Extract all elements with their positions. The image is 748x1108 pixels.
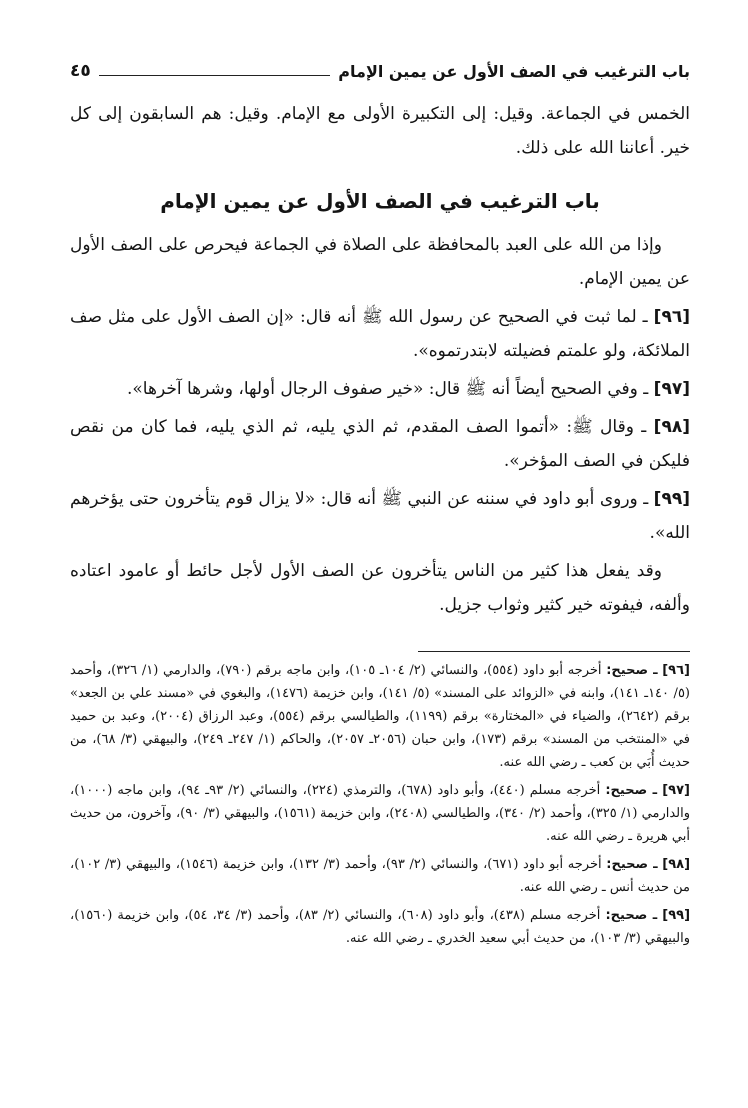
footnote-grade: ـ صحيح:	[606, 663, 658, 678]
footnote-text: أخرجه أبو داود (٦٧١)، والنسائي (٢/ ٩٣)، وأحمد (٣/ ١٣٢)، وابن خزيمة (١٥٤٦)، والبيهقي (٣/ ١٠٢)، من حديث أنس ـ رضي الله عنه.	[70, 857, 690, 895]
paragraph	[70, 228, 690, 296]
paragraph-text: ـ وفي الصحيح أيضاً أنه ﷺ قال: «خير صفوف الرجال أولها، وشرها آخرها».	[127, 379, 654, 399]
paragraph-text: ـ وروى أبو داود في سننه عن النبي ﷺ أنه قال: «لا يزال قوم يتأخرون حتى يؤخرهم الله».	[70, 489, 690, 543]
intro-text: الخمس في الجماعة. وقيل: إلى التكبيرة الأولى مع الإمام. وقيل: هم السابقون إلى كل خير. أعاننا الله على ذلك.	[70, 104, 690, 158]
page-number: ٤٥	[70, 61, 91, 81]
footnote-text: أخرجه أبو داود (٥٥٤)، والنسائي (٢/ ١٠٤ـ ١٠٥)، وابن ماجه برقم (٧٩٠)، والدارمي (١/ ٣٢٦)، وأحمد (٥/ ١٤٠ـ ١٤١)، وابنه في «الزوائد على المسند» (٥/ ١٤١)، وابن خزيمة (١٤٧٦)، والبغوي في «مسند علي بن الجعد» برقم (٢٦٤٢)، والضياء في «المختارة» برقم (١١٩٩)، والطيالسي برقم (٥٥٤)، وعبد الرزاق (٢٠٠٤)، وعبد بن حميد في «المنتخب من المسند» برقم (١٧٣)، وابن حبان (٢٠٥٦ـ ٢٠٥٧)، والحاكم (١/ ٢٤٧ـ ٢٤٩)، والبيهقي (٣/ ٦٨)، من حديث أُبَي بن كعب ـ رضي الله عنه.	[70, 663, 691, 770]
paragraph	[70, 554, 690, 622]
header-rule	[99, 75, 331, 76]
hadith-paragraph	[70, 300, 690, 368]
footnote	[70, 779, 690, 848]
hadith-number: [٩٩]	[653, 489, 690, 509]
hadith-paragraph	[70, 410, 690, 478]
footnote-grade: ـ صحيح:	[605, 908, 658, 923]
footnote-text: أخرجه مسلم (٤٣٨)، وأبو داود (٦٠٨)، والنسائي (٢/ ٨٣)، وأحمد (٣/ ٣٤، ٥٤)، وابن خزيمة (١٥٦٠)، والبيهقي (٣/ ١٠٣)، من حديث أبي سعيد الخدري ـ رضي الله عنه.	[70, 908, 690, 946]
footnote-number: [٩٦]	[662, 663, 690, 678]
footnote-number: [٩٩]	[662, 908, 691, 923]
footnote-text: أخرجه مسلم (٤٤٠)، وأبو داود (٦٧٨)، والترمذي (٢٢٤)، والنسائي (٢/ ٩٣ـ ٩٤)، وابن ماجه (١٠٠٠)، والدارمي (١/ ٣٢٥)، وأحمد (٢/ ٣٤٠)، والطيالسي (٢٤٠٨)، وابن خزيمة (١٥٦١)، والبيهقي (٣/ ٩٠)، وآخرون، من حديث أبي هريرة ـ رضي الله عنه.	[70, 783, 691, 844]
footnote-grade: ـ صحيح:	[605, 783, 658, 798]
main-text	[70, 228, 690, 626]
hadith-paragraph	[70, 482, 690, 550]
paragraph-text: ـ وقال ﷺ: «أتموا الصف المقدم، ثم الذي يليه، ثم الذي يليه، فما كان من نقص فليكن في الصف المؤخر».	[70, 417, 690, 471]
footnote-grade: ـ صحيح:	[606, 857, 658, 872]
chapter-title: باب الترغيب في الصف الأول عن يمين الإمام	[160, 189, 600, 213]
footnote-number: [٩٨]	[662, 857, 691, 872]
paragraph-text: وقد يفعل هذا كثير من الناس يتأخرون عن الصف الأول لأجل حائط أو عامود اعتاده وألفه، فيفوته خير كثير وثواب جزيل.	[70, 561, 690, 615]
hadith-paragraph	[70, 372, 690, 406]
footnote	[70, 659, 690, 774]
footnote-rule	[418, 651, 690, 652]
hadith-number: [٩٧]	[653, 379, 690, 399]
running-title: باب الترغيب في الصف الأول عن يمين الإمام	[338, 61, 690, 81]
footnote	[70, 904, 690, 950]
paragraph-text: ـ لما ثبت في الصحيح عن رسول الله ﷺ أنه قال: «إن الصف الأول على مثل صف الملائكة، ولو علمتم فضيلته لابتدرتموه».	[70, 307, 690, 361]
hadith-number: [٩٨]	[653, 417, 690, 437]
footnotes	[70, 659, 690, 955]
running-header	[70, 56, 690, 86]
hadith-number: [٩٦]	[653, 307, 690, 327]
footnote-number: [٩٧]	[662, 783, 690, 798]
paragraph-text: وإذا من الله على العبد بالمحافظة على الصلاة في الجماعة فيحرص على الصف الأول عن يمين الإمام.	[70, 235, 690, 289]
footnote	[70, 853, 690, 899]
intro-paragraph	[70, 97, 690, 169]
